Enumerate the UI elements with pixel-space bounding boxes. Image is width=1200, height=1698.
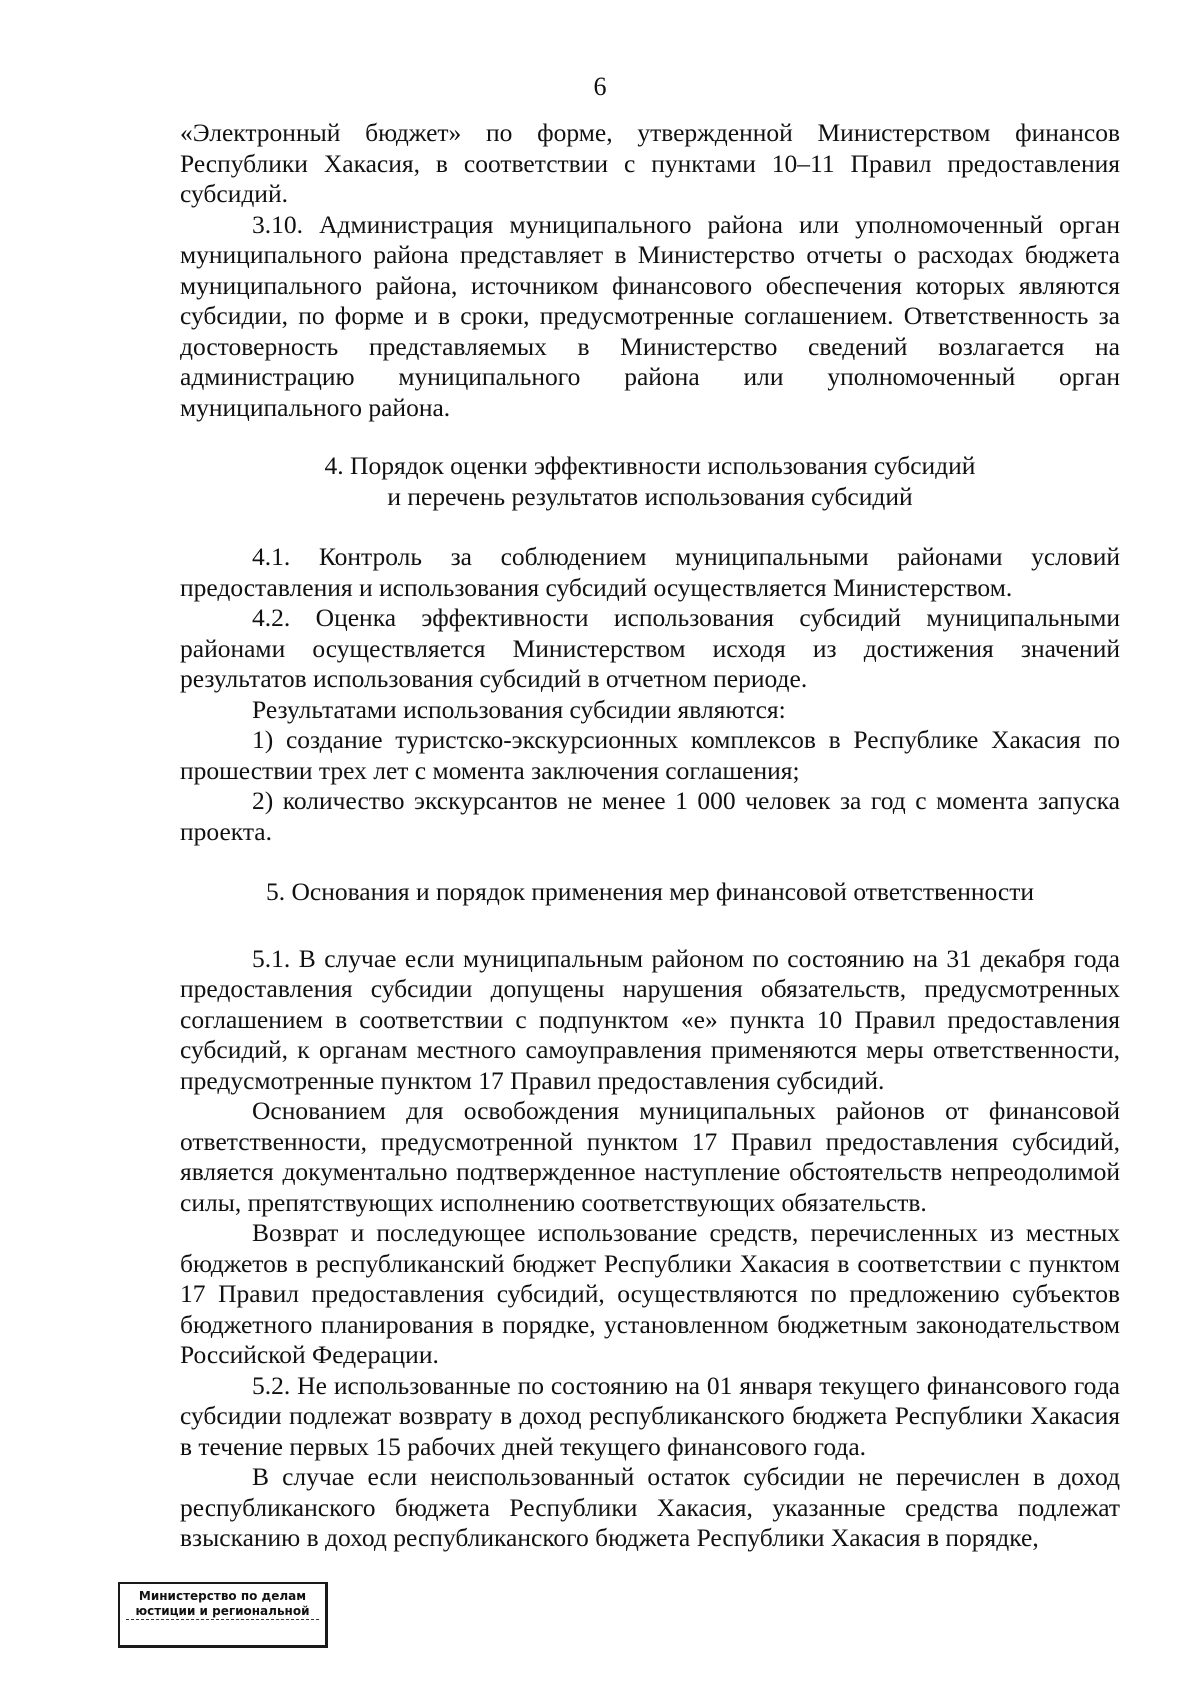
document-body [180, 118, 1120, 1554]
paragraph-5-2: 5.2. Не использованные по состоянию на 01 января текущего финансового года субсидии подлежат возврату в доход республиканского бюджета Республики Хакасия в течение первых 15 рабочих дней текущего финансового года. [180, 1370, 1120, 1461]
paragraph-continuation: «Электронный бюджет» по форме, утвержденной Министерством финансов Республики Хакасия, в соответствии с пунктами 10–11 Правил предоставления субсидий. [180, 118, 1120, 208]
paragraph-5-1: 5.1. В случае если муниципальным районом по состоянию на 31 декабря года предоставления субсидии допущены нарушения обязательств, предусмотренных соглашением в соответствии с подпунктом «е» пункта 10 Правил предоставления субсидий, к органам местного самоуправления применяются меры ответственности, предусмотренные пунктом 17 Правил предоставления субсидий. [180, 943, 1120, 1095]
paragraph-4-1: 4.1. Контроль за соблюдением муниципальными районами условий предоставления и использования субсидий осуществляется Министерством. [180, 542, 1120, 602]
stamp-line1: Министерство по делам [138, 1589, 307, 1603]
paragraph-3-10: 3.10. Администрация муниципального района или уполномоченный орган муниципального района представляет в Министерство отчеты о расходах бюджета муниципального района, источником финансового обеспечения которых являются субсидии, по форме и в сроки, предусмотренные соглашением. Ответственность за достоверность представляемых в Министерство сведений возлагается на администрацию муниципального района или уполномоченный орган муниципального района. [180, 209, 1120, 422]
paragraph-exemption: Основанием для освобождения муниципальных районов от финансовой ответственности, предусмотренной пунктом 17 Правил предоставления субсидий, является документально подтвержденное наступление обстоятельств непреодолимой силы, препятствующих исполнению соответствующих обязательств. [180, 1096, 1120, 1217]
paragraph-results-intro: Результатами использования субсидии являются: [252, 694, 786, 724]
page-number: 6 [593, 72, 607, 101]
paragraph-result-1: 1) создание туристско-экскурсионных комплексов в Республике Хакасия по прошествии трех лет с момента заключения соглашения; [180, 725, 1120, 785]
stamp-line2: юстиции и региональной [126, 1604, 319, 1620]
section-5-heading: 5. Основания и порядок применения мер финансовой ответственности [265, 877, 1035, 906]
section-4-heading-line1: 4. Порядок оценки эффективности использования субсидий [324, 451, 976, 480]
paragraph-unused-balance: В случае если неиспользованный остаток субсидии не перечислен в доход республиканского бюджета Республики Хакасия, указанные средства подлежат взысканию в доход республиканского бюджета Республики Хакасия в порядке, [180, 1462, 1120, 1552]
paragraph-return: Возврат и последующее использование средств, перечисленных из местных бюджетов в республиканский бюджет Республики Хакасия в соответствии с пунктом 17 Правил предоставления субсидий, осуществляются по предложению субъектов бюджетного планирования в порядке, установленном бюджетным законодательством Российской Федерации. [180, 1218, 1120, 1369]
paragraph-4-2: 4.2. Оценка эффективности использования субсидий муниципальными районами осуществляется Министерством исходя из достижения значений результатов использования субсидий в отчетном периоде. [180, 603, 1120, 693]
ministry-stamp [118, 1582, 328, 1648]
section-4-heading [180, 451, 1120, 512]
paragraph-result-2: 2) количество экскурсантов не менее 1 000 человек за год с момента запуска проекта. [180, 786, 1120, 846]
section-4-heading-line2: и перечень результатов использования субсидий [387, 481, 913, 511]
